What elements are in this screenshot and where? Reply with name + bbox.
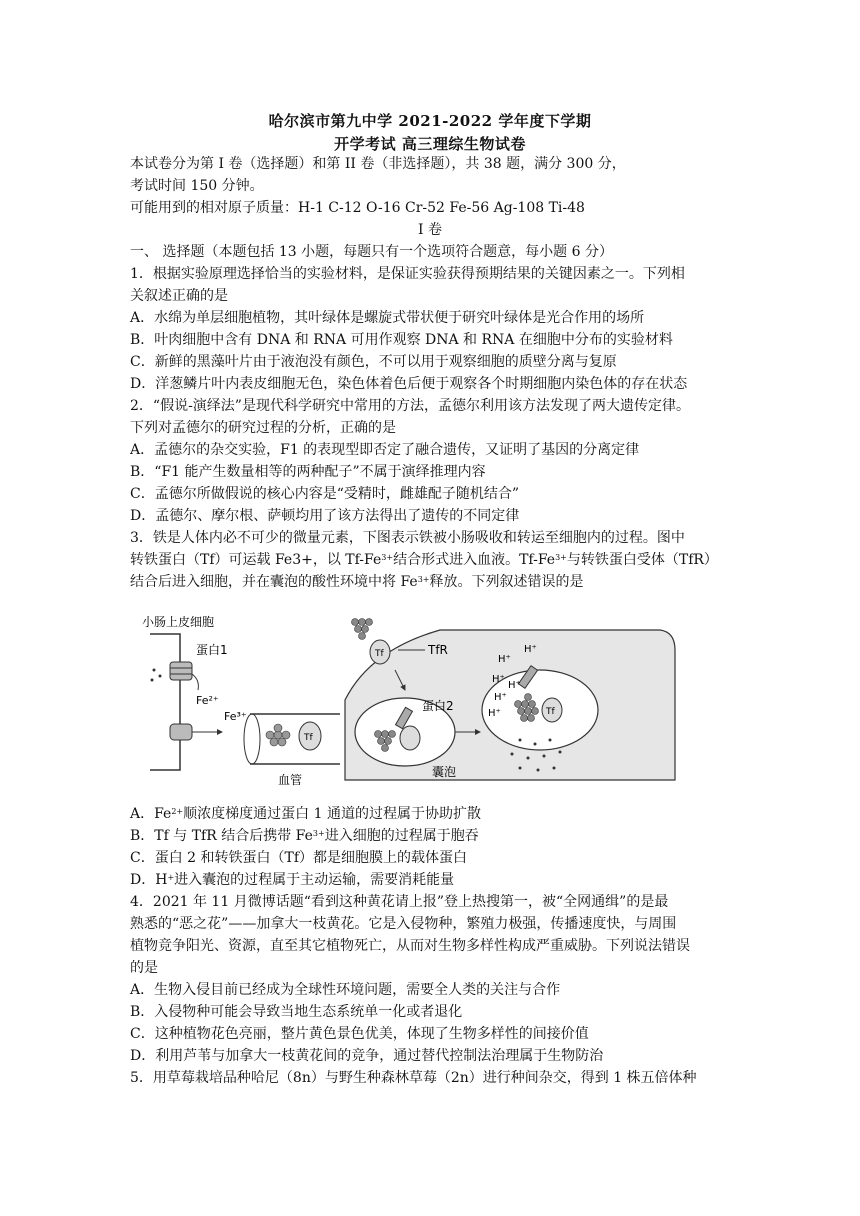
q4-stem-1: 4．2021 年 11 月微博话题“看到这种黄花请上报”登上热搜第一，被“全网通缉”的是最 xyxy=(130,894,669,910)
exam-title: 哈尔滨市第九中学 2021-2022 学年度下学期 xyxy=(268,112,592,130)
intro-line-2: 考试时间 150 分钟。 xyxy=(130,178,264,194)
blood-vessel xyxy=(250,714,340,764)
svg-text:H⁺: H⁺ xyxy=(524,644,537,655)
q3-option-c: C．蛋白 2 和转铁蛋白（Tf）都是细胞膜上的载体蛋白 xyxy=(130,850,468,866)
q4-option-b: B．入侵物种可能会导致当地生态系统单一化或者退化 xyxy=(130,1004,463,1020)
svg-text:Tf: Tf xyxy=(546,707,555,717)
label-fe3: Fe³⁺ xyxy=(224,710,247,723)
q2-option-c: C．孟德尔所做假说的核心内容是“受精时，雌雄配子随机结合” xyxy=(130,486,520,502)
q3-option-b: B．Tf 与 TfR 结合后携带 $Fe^{3+}$进入细胞的过程属于胞吞 xyxy=(130,828,479,844)
q4-option-d: D．利用芦苇与加拿大一枝黄花间的竞争，通过替代控制法治理属于生物防治 xyxy=(130,1048,604,1064)
q4-stem-3: 植物竞争阳光、资源，直至其它植物死亡，从而对生物多样性构成严重威胁。下列说法错误 xyxy=(130,938,690,954)
q1-option-b: B．叶肉细胞中含有 DNA 和 RNA 可用作观察 DNA 和 RNA 在细胞中分布的实验材料 xyxy=(130,332,673,348)
q3-stem-3: 结合后进入细胞，并在囊泡的酸性环境中将 $Fe^{3+}$释放。下列叙述错误的是 xyxy=(130,574,584,590)
q2-option-a: A．孟德尔的杂交实验，F1 的表现型即否定了融合遗传，又证明了基因的分离定律 xyxy=(130,442,640,458)
q1-option-c: C．新鲜的黑藻叶片由于液泡没有颜色，不可以用于观察细胞的质壁分离与复原 xyxy=(130,354,617,370)
q1-option-a: A．水绵为单层细胞植物，其叶绿体是螺旋式带状便于研究叶绿体是光合作用的场所 xyxy=(130,310,645,326)
q2-option-b: B．“F1 能产生数量相等的两种配子”不属于演绎推理内容 xyxy=(130,464,486,480)
q4-option-a: A．生物入侵目前已经成为全球性环境问题，需要全人类的关注与合作 xyxy=(130,982,561,998)
q3-option-a: A．$Fe^{2+}$顺浓度梯度通过蛋白 1 通道的过程属于协助扩散 xyxy=(130,806,481,822)
intro-line-1: 本试卷分为第 I 卷（选择题）和第 II 卷（非选择题），共 38 题，满分 300 分， xyxy=(130,156,626,172)
q1-stem-2: 关叙述正确的是 xyxy=(130,288,228,304)
label-protein1: 蛋白1 xyxy=(196,643,228,657)
svg-text:H⁺: H⁺ xyxy=(488,708,501,719)
q5-stem-1: 5．用草莓栽培品种哈尼（8n）与野生种森林草莓（2n）进行种间杂交，得到 1 株五倍体种 xyxy=(130,1070,697,1086)
iron-transport-diagram xyxy=(140,610,680,790)
label-fe2: Fe²⁺ xyxy=(196,694,219,707)
label-intestinal-cell: 小肠上皮细胞 xyxy=(142,615,215,629)
q2-stem-1: 2．“假说-演绎法”是现代科学研究中常用的方法，孟德尔利用该方法发现了两大遗传定律。 xyxy=(130,398,690,414)
label-tfr: TfR xyxy=(428,643,448,657)
q1-option-d: D．洋葱鳞片叶内表皮细胞无色，染色体着色后便于观察各个时期细胞内染色体的存在状态 xyxy=(130,376,688,392)
q4-stem-4: 的是 xyxy=(130,960,158,976)
exam-subtitle: 开学考试 高三理综生物试卷 xyxy=(334,135,526,153)
protein1-channel xyxy=(170,662,192,680)
section-roman: I 卷 xyxy=(418,222,442,238)
q2-option-d: D．孟德尔、摩尔根、萨顿均用了该方法得出了遗传的不同定律 xyxy=(130,508,520,524)
transporter xyxy=(170,724,192,740)
q3-option-d: D．H+进入囊泡的过程属于主动运输，需要消耗能量 xyxy=(130,872,455,888)
q4-stem-2: 熟悉的“恶之花”——加拿大一枝黄花。它是入侵物种，繁殖力极强，传播速度快，与周围 xyxy=(130,916,677,932)
intro-line-3: 可能用到的相对原子质量：H-1 C-12 O-16 Cr-52 Fe-56 Ag-108 Ti-48 xyxy=(130,200,585,216)
label-protein2: 蛋白2 xyxy=(422,699,454,713)
label-vessel: 血管 xyxy=(278,773,303,787)
q1-stem-1: 1．根据实验原理选择恰当的实验材料，是保证实验获得预期结果的关键因素之一。下列相 xyxy=(130,266,685,282)
q3-stem-1: 3．铁是人体内必不可少的微量元素，下图表示铁被小肠吸收和转运至细胞内的过程。图中 xyxy=(130,530,685,546)
iron-transport-figure xyxy=(140,610,680,790)
svg-text:Tf: Tf xyxy=(304,733,313,743)
svg-text:H⁺: H⁺ xyxy=(492,674,505,685)
label-vesicle: 囊泡 xyxy=(432,765,457,779)
q4-option-c: C．这种植物花色亮丽，整片黄色景色优美，体现了生物多样性的间接价值 xyxy=(130,1026,589,1042)
svg-text:Tf: Tf xyxy=(375,649,384,659)
q3-stem-2: 转铁蛋白（Tf）可运载 Fe3+，以 $Tf-Fe^{3+}$结合形式进入血液。$Tf-Fe^{3+}$与转铁蛋白受体（TfR） xyxy=(130,552,718,568)
q2-stem-2: 下列对孟德尔的研究过程的分析，正确的是 xyxy=(130,420,396,436)
section-heading: 一、 选择题（本题包括 13 小题，每题只有一个选项符合题意，每小题 6 分） xyxy=(130,244,613,260)
svg-text:H⁺: H⁺ xyxy=(494,692,507,703)
svg-text:H⁺: H⁺ xyxy=(498,654,511,665)
svg-text:H⁺: H⁺ xyxy=(508,680,521,691)
